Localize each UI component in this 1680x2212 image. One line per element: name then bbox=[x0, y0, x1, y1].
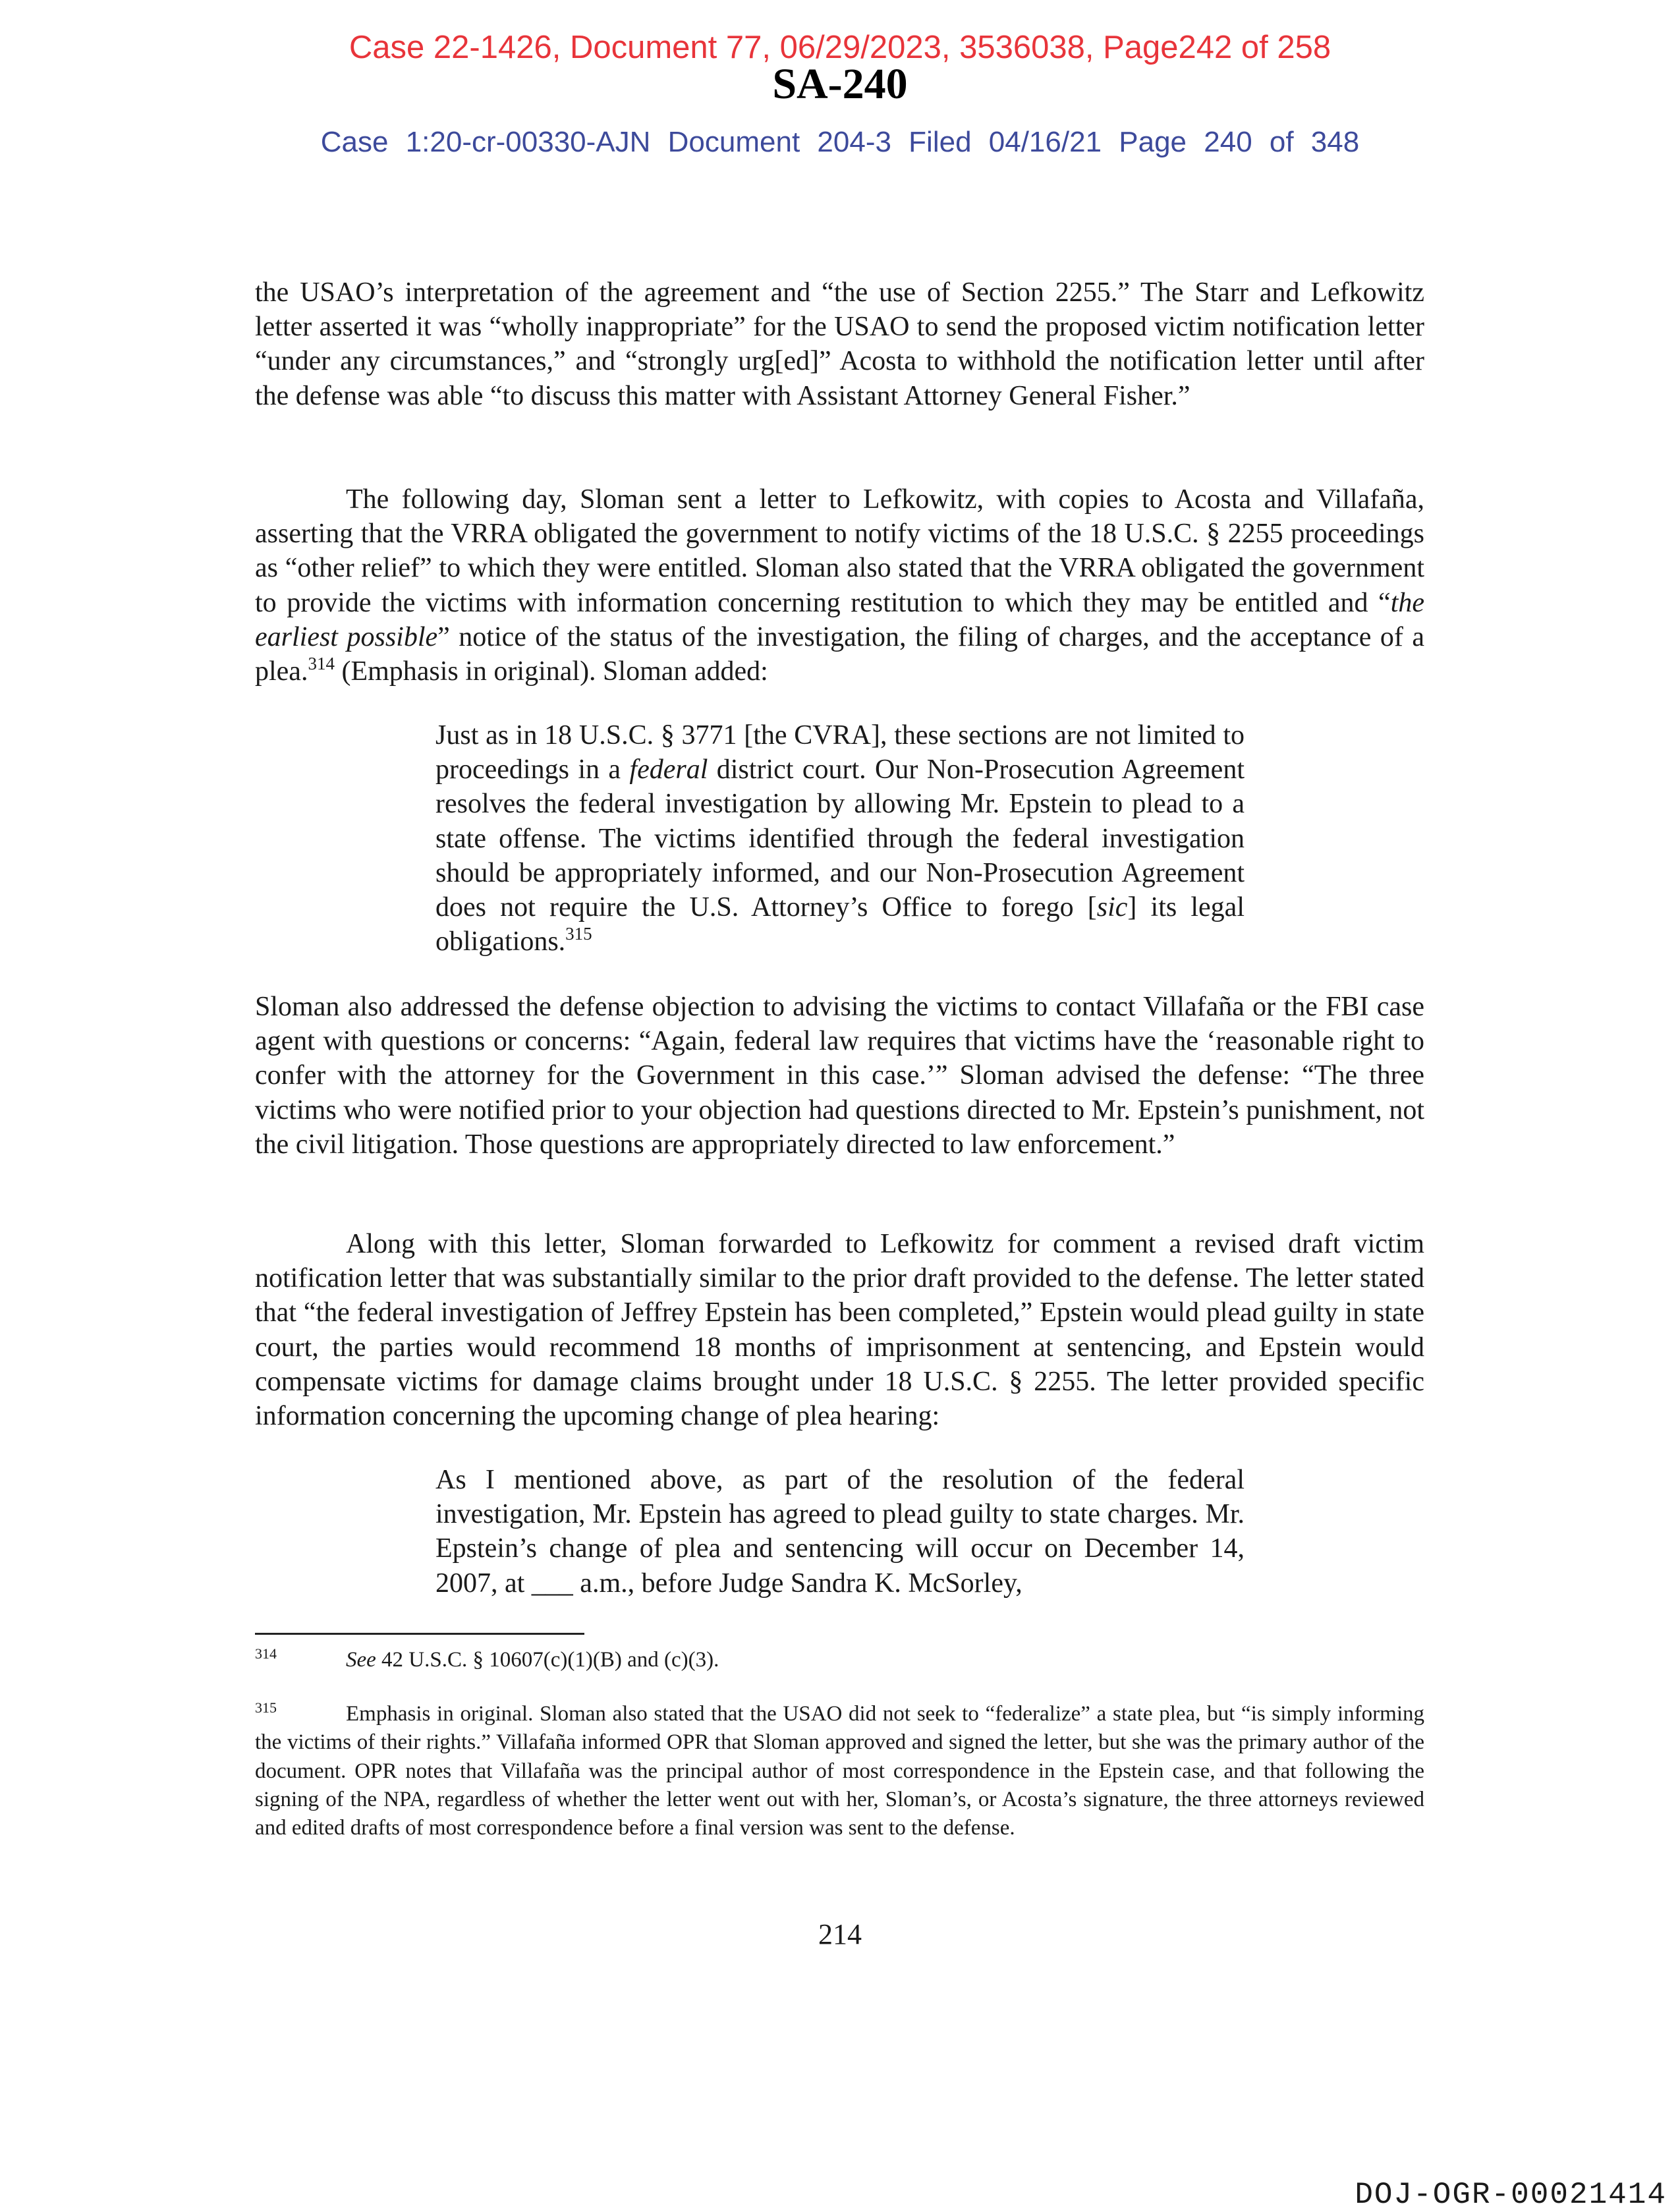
text-run: The following day, Sloman sent a letter to Lefkowitz, with copies to Acosta and Villafaña, asserting that the VRRA obligated the government to notify victims of the 18 U.S.C. § 2255 proceedings as “other relief” to which they were entitled. Sloman also stated that the VRRA obligated the government to provide the victims with information concerning restitution to which they may be entitled and “ bbox=[255, 484, 1424, 618]
text-run: ] its legal obligations. bbox=[435, 892, 1245, 957]
district-case-stamp: Case 1:20-cr-00330-AJN Document 204-3 Filed 04/16/21 Page 240 of 348 bbox=[320, 126, 1360, 158]
paragraph-text: the USAO’s interpretation of the agreement and “the use of Section 2255.” The Starr and Lefkowitz letter asserted it was “wholly inappropriate” for the USAO to send the proposed victim notification letter “under any circumstances,” and “strongly urg[ed]” Acosta to withhold the notification letter until after the defense was able “to discuss this matter with Assistant Attorney General Fisher.” bbox=[255, 277, 1424, 411]
paragraph-text bbox=[255, 482, 1424, 689]
page-number: 214 bbox=[818, 1918, 862, 1950]
signal-text: See bbox=[346, 1648, 376, 1672]
bates-number: DOJ-OGR-00021414 bbox=[1355, 2178, 1667, 2212]
quote-text bbox=[435, 718, 1245, 959]
appendix-page-label: SA-240 bbox=[772, 60, 908, 108]
emphasis-text: federal bbox=[629, 754, 708, 785]
text-run: 42 U.S.C. § 10607(c)(1)(B) and (c)(3). bbox=[376, 1648, 719, 1672]
paragraph-text: Sloman also addressed the defense objection to advising the victims to contact Villafaña or the FBI case agent with questions or concerns: “Again, federal law requires that victims have the ‘reasonable right to confer with the attorney for the Government in this case.’” Sloman advised the defense: “The three victims who were notified prior to your objection had questions directed to Mr. Epstein’s punishment, not the civil litigation. Those questions are appropriately directed to law enforcement.” bbox=[255, 992, 1424, 1160]
text-run: Just as in 18 U.S.C. § 3771 [the CVRA], these sections are not limited to proceedings in a bbox=[435, 720, 1245, 785]
footnote-ref-314[interactable]: 314 bbox=[308, 654, 335, 674]
footnote-314 bbox=[255, 1646, 1424, 1674]
sic-text: sic bbox=[1096, 892, 1128, 923]
emphasis-text: the earliest possible bbox=[255, 587, 1424, 652]
text-run: (Emphasis in original). Sloman added: bbox=[334, 656, 768, 687]
footnote-divider bbox=[255, 1633, 584, 1635]
footnote-315 bbox=[255, 1700, 1424, 1842]
text-run: Emphasis in original. Sloman also stated that the USAO did not seek to “federalize” a state plea, but “is simply informing the victims of their rights.” Villafaña informed OPR that Sloman approved and signed the letter, but she was the primary author of the document. OPR notes that Villafaña was the principal author of most correspondence in the Epstein case, and that following the signing of the NPA, regardless of whether the letter went out with her, Sloman’s, or Acosta’s signature, the three attorneys reviewed and edited drafts of most correspondence before a final version was sent to the defense. bbox=[255, 1702, 1424, 1840]
quote-text: As I mentioned above, as part of the resolution of the federal investigation, Mr. Epstein has agreed to plead guilty to state charges. Mr. Epstein’s change of plea and sentencing will occur on December 14, 2007, at ___ a.m., before Judge Sandra K. McSorley, bbox=[435, 1465, 1245, 1599]
text-run: ” notice of the status of the investigation, the filing of charges, and the acceptance of a plea. bbox=[255, 621, 1424, 687]
paragraph-defense-objection bbox=[255, 990, 1424, 1162]
paragraph-revised-draft bbox=[255, 1227, 1424, 1433]
footnote-ref-315[interactable]: 315 bbox=[565, 924, 592, 944]
block-quote-plea-hearing bbox=[435, 1463, 1245, 1601]
block-quote-cvra bbox=[435, 718, 1245, 959]
paragraph-text: Along with this letter, Sloman forwarded to Lefkowitz for comment a revised draft victim notification letter that was substantially similar to the prior draft provided to the defense. The letter stated that “the federal investigation of Jeffrey Epstein has been completed,” Epstein would plead guilty in state court, the parties would recommend 18 months of imprisonment at sentencing, and Epstein would compensate victims for damage claims brought under 18 U.S.C. § 2255. The letter provided specific information concerning the upcoming change of plea hearing: bbox=[255, 1229, 1424, 1432]
text-run: district court. Our Non-Prosecution Agreement resolves the federal investigation by allowing Mr. Epstein to plead to a state offense. The victims identified through the federal investigation should be appropriately informed, and our Non-Prosecution Agreement does not require the U.S. Attorney’s Office to forego [ bbox=[435, 754, 1245, 923]
appellate-case-stamp: Case 22-1426, Document 77, 06/29/2023, 3536038, Page242 of 258 bbox=[349, 30, 1331, 65]
footnote-text: 314 See 42 U.S.C. § 10607(c)(1)(B) and (c)(3). bbox=[255, 1645, 719, 1672]
footnote-text: 315 Emphasis in original. Sloman also stated that the USAO did not seek to “federalize” a state plea, but “is simply informing the victims of their rights.” Villafaña informed OPR that Sloman approved and signed the letter, but she was the primary author of the document. OPR notes that Villafaña was the principal author of most correspondence in the Epstein case, and that following the signing of the NPA, regardless of whether the letter went out with her, Sloman’s, or Acosta’s signature, the three attorneys reviewed and edited drafts of most correspondence before a final version was sent to the defense. bbox=[255, 1699, 1424, 1840]
paragraph-sloman-letter bbox=[255, 482, 1424, 689]
paragraph-continuation bbox=[255, 275, 1424, 413]
